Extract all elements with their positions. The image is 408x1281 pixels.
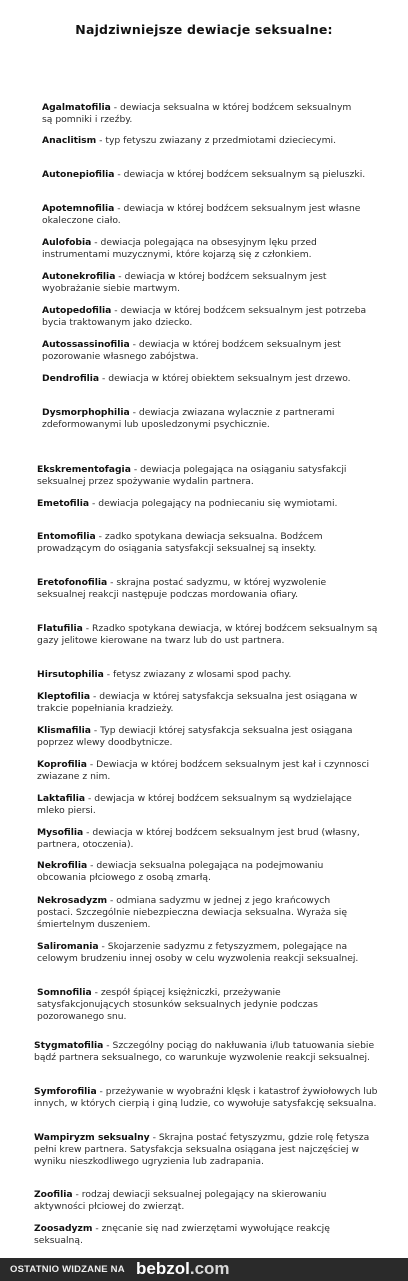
entry-description: dewiacja seksualna polegająca na podejmowaniu obcowania płciowego z osobą zmarłą. bbox=[37, 860, 324, 883]
watermark-caption: OSTATNIO WIDZANE NA bbox=[10, 1264, 125, 1275]
entry-autonepiofilia: Autonepiofilia - dewiacja w której bodźcem seksualnym są pieluszki. bbox=[42, 169, 366, 180]
entry-term: Kleptofilia bbox=[37, 691, 91, 702]
entry-description: odmiana sadyzmu w jednej z jego krańcowych postaci. Szczególnie niebezpieczna dewiacja seksualna. Wyraża się śmiertelnym duszeniem. bbox=[37, 895, 347, 930]
entry-description: przeżywanie w wyobraźni klęsk i katastrof żywiołowych lub innych, w których cierpią i giną ludzie, co wywołuje satysfakcję seksualna. bbox=[34, 1086, 378, 1109]
entry-description: dewiacja w której obiektem seksualnym jest drzewo. bbox=[108, 373, 351, 384]
entry-term: Mysofilia bbox=[37, 827, 84, 838]
entry-autonekrofilia: Autonekrofilia - dewiacja w której bodźcem seksualnym jest wyobrażanie siebie martwym. bbox=[42, 271, 327, 294]
entry-term: Autonekrofilia bbox=[42, 271, 116, 282]
entry-term: Emetofilia bbox=[37, 498, 90, 509]
entry-description: dewiacja w której bodźcem seksualnym jest potrzeba bycia traktowanym jako dziecko. bbox=[42, 305, 367, 328]
entry-description: dewiacja polegająca na obsesyjnym lęku przed instrumentami muzycznymi, które kojarzą się z członkiem. bbox=[42, 237, 317, 260]
entry-anaclitism: Anaclitism - typ fetyszu zwiazany z przedmiotami dzieciecymi. bbox=[42, 135, 337, 146]
entry-description: zadko spotykana dewiacja seksualna. Bodźcem prowadzącym do osiągania satysfakcji seksualnej są insekty. bbox=[37, 531, 323, 554]
entry-nekrosadyzm: Nekrosadyzm - odmiana sadyzmu w jednej z jego krańcowych postaci. Szczególnie niebezpieczna dewiacja seksualna. Wyraża się śmiertelnym duszeniem. bbox=[37, 895, 347, 930]
entry-description: dewiacja w której bodźcem seksualnym jest pozorowanie własnego zabójstwa. bbox=[42, 339, 341, 362]
entry-term: Koprofilia bbox=[37, 759, 87, 770]
watermark-logo: bebzol.com bbox=[136, 1259, 230, 1278]
entry-saliromania: Saliromania - Skojarzenie sadyzmu z fetyszyzmem, polegające na celowym brudzeniu innej osoby w celu wyzwolenia reakcji seksualnej. bbox=[37, 941, 359, 964]
entry-term: Ekskrementofagia bbox=[37, 464, 131, 475]
entry-description: dewiacja w której bodźcem seksualnym jest wyobrażanie siebie martwym. bbox=[42, 271, 327, 294]
entry-description: dewiacja polegająca na osiąganiu satysfakcji seksualnej przez spożywanie wydalin partnera. bbox=[37, 464, 347, 487]
entry-aulofobia: Aulofobia - dewiacja polegająca na obsesyjnym lęku przed instrumentami muzycznymi, które kojarzą się z członkiem. bbox=[42, 237, 317, 260]
entry-term: Apotemnofilia bbox=[42, 203, 115, 214]
entry-symforofilia: Symforofilia - przeżywanie w wyobraźni klęsk i katastrof żywiołowych lub innych, w których cierpią i giną ludzie, co wywołuje satysfakcję seksualna. bbox=[34, 1086, 378, 1109]
entry-term: Hirsutophilia bbox=[37, 669, 104, 680]
entry-zoosadyzm: Zoosadyzm - znęcanie się nad zwierzętami wywołujące reakcję seksualną. bbox=[34, 1223, 330, 1246]
entry-term: Zoosadyzm bbox=[34, 1223, 93, 1234]
entry-term: Entomofilia bbox=[37, 531, 96, 542]
entry-description: znęcanie się nad zwierzętami wywołujące reakcję seksualną. bbox=[34, 1223, 330, 1246]
entry-term: Autonepiofilia bbox=[42, 169, 115, 180]
entry-stygmatofilia: Stygmatofilia - Szczególny pociąg do nakłuwania i/lub tatuowania siebie bądź partnera seksualnego, co warunkuje wyzwolenie reakcji seksualnej. bbox=[34, 1040, 375, 1063]
entry-term: Nekrosadyzm bbox=[37, 895, 108, 906]
entry-term: Klismafilia bbox=[37, 725, 91, 736]
entry-term: Wampiryzm seksualny bbox=[34, 1132, 150, 1143]
entry-term: Stygmatofilia bbox=[34, 1040, 104, 1051]
page-title: Najdziwniejsze dewiacje seksualne: bbox=[75, 22, 333, 37]
entry-term: Saliromania bbox=[37, 941, 99, 952]
entry-description: dewiacja seksualna w której bodźcem seksualnym są pomniki i rzeźby. bbox=[42, 102, 352, 125]
entry-eretofonofilia: Eretofonofilia - skrajna postać sadyzmu, w której wyzwolenie seksualnej reakcji następuje podczas mordowania ofiary. bbox=[37, 577, 327, 600]
entry-kleptofilia: Kleptofilia - dewiacja w której satysfakcja seksualna jest osiągana w trakcie popełniania kradzieży. bbox=[37, 691, 358, 714]
entry-description: Dewiacja w której bodźcem seksualnym jest kał i czynnosci zwiazane z nim. bbox=[37, 759, 370, 782]
entry-description: dewiacja w której bodźcem seksualnym jest brud (własny, partnera, otoczenia). bbox=[37, 827, 360, 850]
entry-dysmorphophilia: Dysmorphophilia - dewiacja zwiazana wylacznie z partnerami zdeformowanymi lub uposledzonymi psychicznie. bbox=[42, 407, 335, 430]
entry-term: Autopedofilia bbox=[42, 305, 112, 316]
entry-flatufilia: Flatufilia - Rzadko spotykana dewiacja, w której bodźcem seksualnym są gazy jelitowe kierowane na twarz lub do ust partnera. bbox=[37, 623, 378, 646]
entry-wampiryzm-seksualny: Wampiryzm seksualny - Skrajna postać fetyszyzmu, gdzie rolę fetysza pełni krew partnera. Satysfakcja seksualna osiągana jest najczęściej w wyniku nieszkodliwego ugryzienia lub zadrapania. bbox=[34, 1132, 370, 1167]
watermark-bar bbox=[0, 1258, 408, 1281]
entry-term: Autossassinofilia bbox=[42, 339, 130, 350]
entry-term: Agalmatofilia bbox=[42, 102, 111, 113]
entry-agalmatofilia: Agalmatofilia - dewiacja seksualna w której bodźcem seksualnym są pomniki i rzeźby. bbox=[42, 102, 352, 125]
entry-description: dewiacja w której bodźcem seksualnym jest własne okaleczone ciało. bbox=[42, 203, 361, 226]
entry-description: fetysz zwiazany z wlosami spod pachy. bbox=[113, 669, 292, 680]
entry-ekskrementofagia: Ekskrementofagia - dewiacja polegająca na osiąganiu satysfakcji seksualnej przez spożywanie wydalin partnera. bbox=[37, 464, 347, 487]
entry-apotemnofilia: Apotemnofilia - dewiacja w której bodźcem seksualnym jest własne okaleczone ciało. bbox=[42, 203, 361, 226]
entry-term: Nekrofilia bbox=[37, 860, 88, 871]
entry-description: rodzaj dewiacji seksualnej polegający na skierowaniu aktywności płciowej do zwierząt. bbox=[34, 1189, 327, 1212]
entry-hirsutophilia: Hirsutophilia - fetysz zwiazany z wlosami spod pachy. bbox=[37, 669, 292, 680]
entry-description: skrajna postać sadyzmu, w której wyzwolenie seksualnej reakcji następuje podczas mordowania ofiary. bbox=[37, 577, 327, 600]
entry-description: Szczególny pociąg do nakłuwania i/lub tatuowania siebie bądź partnera seksualnego, co warunkuje wyzwolenie reakcji seksualnej. bbox=[34, 1040, 375, 1063]
entry-klismafilia: Klismafilia - Typ dewiacji której satysfakcja seksualna jest osiągana poprzez wlewy doodbytnicze. bbox=[37, 725, 353, 748]
entry-term: Flatufilia bbox=[37, 623, 83, 634]
entry-description: Rzadko spotykana dewiacja, w której bodźcem seksualnym są gazy jelitowe kierowane na twarz lub do ust partnera. bbox=[37, 623, 378, 646]
entry-term: Aulofobia bbox=[42, 237, 92, 248]
entry-dendrofilia: Dendrofilia - dewiacja w której obiektem seksualnym jest drzewo. bbox=[42, 373, 351, 384]
entry-description: zespół śpiącej księżniczki, przeżywanie satysfakcjonujących stosunków seksualnych jedynie podczas pozorowanego snu. bbox=[37, 987, 318, 1022]
entry-autopedofilia: Autopedofilia - dewiacja w której bodźcem seksualnym jest potrzeba bycia traktowanym jako dziecko. bbox=[42, 305, 367, 328]
entry-autossassinofilia: Autossassinofilia - dewiacja w której bodźcem seksualnym jest pozorowanie własnego zabójstwa. bbox=[42, 339, 341, 362]
entry-entomofilia: Entomofilia - zadko spotykana dewiacja seksualna. Bodźcem prowadzącym do osiągania satysfakcji seksualnej są insekty. bbox=[37, 531, 323, 554]
entry-nekrofilia: Nekrofilia - dewiacja seksualna polegająca na podejmowaniu obcowania płciowego z osobą zmarłą. bbox=[37, 860, 324, 883]
entry-term: Eretofonofilia bbox=[37, 577, 108, 588]
entry-description: Skrajna postać fetyszyzmu, gdzie rolę fetysza pełni krew partnera. Satysfakcja seksualna osiągana jest najczęściej w wyniku nieszkodliwego ugryzienia lub zadrapania. bbox=[34, 1132, 370, 1167]
entry-term: Dendrofilia bbox=[42, 373, 100, 384]
entry-zoofilia: Zoofilia - rodzaj dewiacji seksualnej polegający na skierowaniu aktywności płciowej do zwierząt. bbox=[34, 1189, 327, 1212]
entry-description: dewiacja zwiazana wylacznie z partnerami zdeformowanymi lub uposledzonymi psychicznie. bbox=[42, 407, 335, 430]
entry-term: Anaclitism bbox=[42, 135, 97, 146]
entry-description: dewjacja w której bodźcem seksualnym są wydzielające mleko piersi. bbox=[37, 793, 352, 816]
entry-description: Skojarzenie sadyzmu z fetyszyzmem, polegające na celowym brudzeniu innej osoby w celu wyzwolenia reakcji seksualnej. bbox=[37, 941, 359, 964]
entry-somnofilia: Somnofilia - zespół śpiącej księżniczki, przeżywanie satysfakcjonujących stosunków seksualnych jedynie podczas pozorowanego snu. bbox=[37, 987, 318, 1022]
entry-description: Typ dewiacji której satysfakcja seksualna jest osiągana poprzez wlewy doodbytnicze. bbox=[37, 725, 353, 748]
entry-term: Laktafilia bbox=[37, 793, 86, 804]
entry-term: Somnofilia bbox=[37, 987, 92, 998]
entry-term: Dysmorphophilia bbox=[42, 407, 130, 418]
entry-koprofilia: Koprofilia - Dewiacja w której bodźcem seksualnym jest kał i czynnosci zwiazane z nim. bbox=[37, 759, 370, 782]
entry-description: dewiacja polegający na podniecaniu się wymiotami. bbox=[98, 498, 338, 509]
entry-description: dewiacja w której bodźcem seksualnym są pieluszki. bbox=[123, 169, 366, 180]
entry-emetofilia: Emetofilia - dewiacja polegający na podniecaniu się wymiotami. bbox=[37, 498, 338, 509]
entry-description: typ fetyszu zwiazany z przedmiotami dzieciecymi. bbox=[105, 135, 337, 146]
entry-description: dewiacja w której satysfakcja seksualna jest osiągana w trakcie popełniania kradzieży. bbox=[37, 691, 358, 714]
entry-term: Symforofilia bbox=[34, 1086, 97, 1097]
entry-mysofilia: Mysofilia - dewiacja w której bodźcem seksualnym jest brud (własny, partnera, otoczenia). bbox=[37, 827, 360, 850]
entry-laktafilia: Laktafilia - dewjacja w której bodźcem seksualnym są wydzielające mleko piersi. bbox=[37, 793, 352, 816]
entry-term: Zoofilia bbox=[34, 1189, 73, 1200]
